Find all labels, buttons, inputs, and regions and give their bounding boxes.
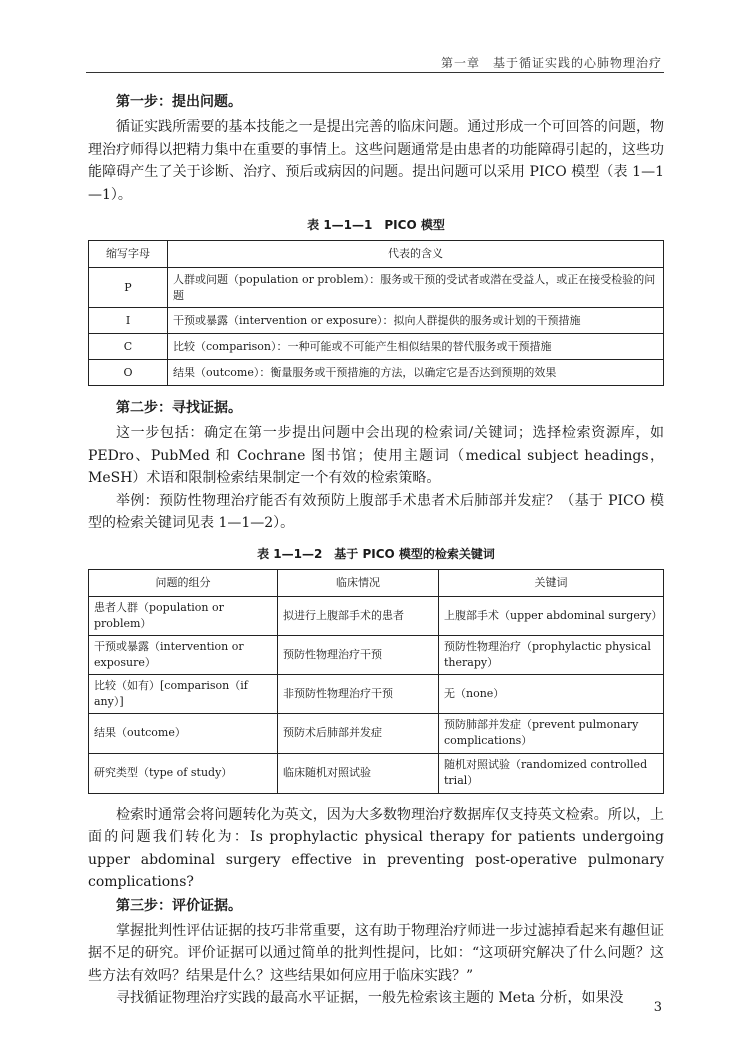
table-cell-component: 结果（outcome） [89,713,278,753]
table-cell-keyword: 预防肺部并发症（prevent pulmonary complications） [439,713,664,753]
table-header-row [89,241,664,268]
table-header-cell: 问题的组分 [89,569,278,596]
table-cell-meaning: 人群或问题（population or problem）：服务或干预的受试者或潜在受益人，或正在接受检验的问题 [168,268,664,308]
table-header-cell: 缩写字母 [89,241,168,268]
table-cell-situation: 预防术后肺部并发症 [278,713,439,753]
table-row [89,635,664,674]
step3-paragraph-2: 寻找循证物理治疗实践的最高水平证据，一般先检索该主题的 Meta 分析，如果没 [116,990,624,1006]
table-row [89,713,664,753]
table-cell-meaning: 干预或暴露（intervention or exposure）：拟向人群提供的服务或计划的干预措施 [168,308,664,334]
step3-heading: 第三步：评价证据。 [116,897,242,914]
table-row [89,360,664,386]
table-header-cell: 关键词 [439,569,664,596]
table-cell-situation: 预防性物理治疗干预 [278,635,439,674]
step2-heading: 第二步：寻找证据。 [116,400,242,416]
table-cell-code: P [89,268,168,308]
table-cell-keyword: 预防性物理治疗（prophylactic physical therapy） [439,635,664,674]
table-cell-keyword: 随机对照试验（randomized controlled trial） [439,753,664,793]
page-number: 3 [653,1000,662,1015]
table-cell-component: 比较（如有）[comparison（if any）] [89,674,278,713]
step2-paragraph-1: 这一步包括：确定在第一步提出问题中会出现的检索词/关键词；选择检索资源库，如 PEDro、PubMed 和 Cochrane 图书馆；使用主题词（medical subject headings，MeSH）术语和限制检索结果制定一个有效的检索策略。 [88,425,664,486]
step1-paragraph: 循证实践所需要的基本技能之一是提出完善的临床问题。通过形成一个可回答的问题，物理治疗师得以把精力集中在重要的事情上。这些问题通常是由患者的功能障碍引起的，这些功能障碍产生了关于诊断、治疗、预后或病因的问题。提出问题可以采用 PICO 模型（表 1—1—1）。 [88,119,664,203]
table-cell-meaning: 比较（comparison）：一种可能或不可能产生相似结果的替代服务或干预措施 [168,334,664,360]
table-row [89,334,664,360]
table-cell-code: C [89,334,168,360]
table-cell-keyword: 无（none） [439,674,664,713]
table-cell-component: 干预或暴露（intervention or exposure） [89,635,278,674]
translation-paragraph: 检索时通常会将问题转化为英文，因为大多数物理治疗数据库仅支持英文检索。所以，上面的问题我们转化为：Is prophylactic physical therapy for patients undergoing upper abdominal surgery effective in preventing post-operative pulmonary complications? [88,806,664,890]
table-header-row [89,569,664,596]
table-header-cell: 临床情况 [278,569,439,596]
table-header-cell: 代表的含义 [168,241,664,268]
table-row [89,674,664,713]
table-row [89,308,664,334]
pico-model-table [88,240,664,386]
header-divider [86,72,664,73]
table-cell-component: 研究类型（type of study） [89,753,278,793]
step3-paragraph-1: 掌握批判性评估证据的技巧非常重要，这有助于物理治疗师进一步过滤掉看起来有趣但证据不足的研究。评价证据可以通过简单的批判性提问，比如：“这项研究解决了什么问题？这些方法有效吗？结果是什么？这些结果如何应用于临床实践？” [88,922,664,984]
table-row [89,753,664,793]
step1-heading: 第一步：提出问题。 [116,94,242,110]
table-row [89,268,664,308]
table1-caption: 表 1—1—1 PICO 模型 [307,218,445,232]
table-cell-situation: 非预防性物理治疗干预 [278,674,439,713]
table-cell-meaning: 结果（outcome）：衡量服务或干预措施的方法，以确定它是否达到预期的效果 [168,360,664,386]
running-head: 第一章 基于循证实践的心肺物理治疗 [440,56,662,70]
table-cell-situation: 拟进行上腹部手术的患者 [278,596,439,635]
table-cell-code: O [89,360,168,386]
table-cell-code: I [89,308,168,334]
table-cell-situation: 临床随机对照试验 [278,753,439,793]
pico-keyword-table [88,569,664,794]
table2-caption: 表 1—1—2 基于 PICO 模型的检索关键词 [257,546,495,561]
step2-paragraph-2: 举例：预防性物理治疗能否有效预防上腹部手术患者术后肺部并发症？（基于 PICO 模型的检索关键词见表 1—1—2）。 [88,492,664,531]
table-row [89,596,664,635]
page-body [88,90,664,1010]
table-cell-component: 患者人群（population or problem） [89,596,278,635]
table-cell-keyword: 上腹部手术（upper abdominal surgery） [439,596,664,635]
